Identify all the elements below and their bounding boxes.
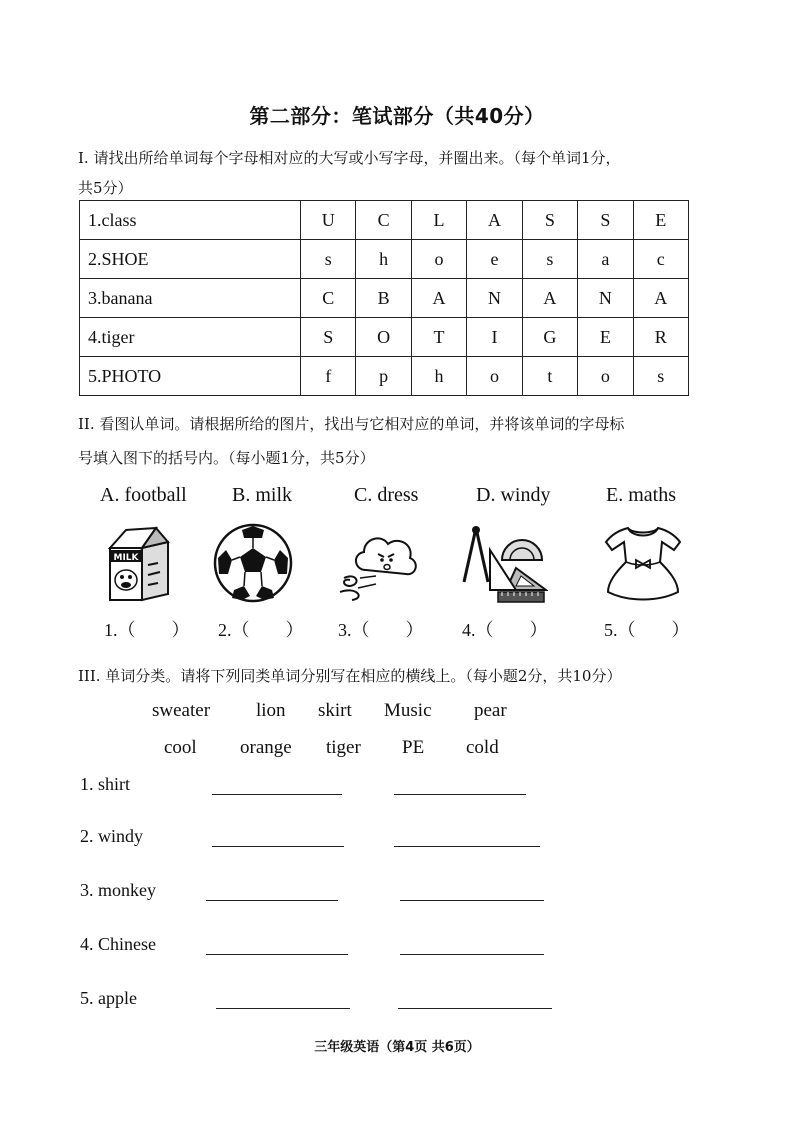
- grid-letter[interactable]: I: [467, 318, 522, 357]
- word-bank-item: tiger: [326, 737, 361, 758]
- grid-letter[interactable]: f: [301, 357, 356, 396]
- table-row: [80, 240, 689, 279]
- answer-blank-1[interactable]: 1.（ ）: [104, 620, 190, 640]
- grid-letter[interactable]: E: [633, 201, 688, 240]
- page-title: 第二部分：笔试部分（共40分）: [249, 104, 545, 128]
- answer-blank-3[interactable]: 3.（ ）: [338, 620, 424, 640]
- section3-instruction: III. 单词分类。请将下列同类单词分别写在相应的横线上。（每小题2分，共10分）: [78, 667, 622, 685]
- answer-line[interactable]: [394, 794, 526, 795]
- grid-letter[interactable]: N: [578, 279, 633, 318]
- word-bank-item: PE: [402, 737, 425, 758]
- grid-letter[interactable]: o: [411, 240, 466, 279]
- windy-cloud-picture: [336, 520, 426, 604]
- milk-carton-picture: [98, 520, 188, 604]
- word-bank-item: cold: [466, 737, 499, 758]
- grid-letter[interactable]: O: [356, 318, 411, 357]
- page-footer: 三年级英语（第4页 共6页）: [314, 1040, 480, 1055]
- answer-line[interactable]: [398, 1008, 552, 1009]
- word-bank-item: sweater: [152, 700, 211, 721]
- letter-grid-table: [79, 200, 689, 396]
- section1-instruction-line1: I. 请找出所给单词每个字母相对应的大写或小写字母，并圈出来。（每个单词1分，: [78, 149, 621, 167]
- grid-letter[interactable]: C: [301, 279, 356, 318]
- grid-letter[interactable]: p: [356, 357, 411, 396]
- grid-letter[interactable]: h: [411, 357, 466, 396]
- grid-letter[interactable]: s: [522, 240, 577, 279]
- category-question-2: 2. windy: [80, 826, 143, 846]
- word-bank-item: Music: [384, 700, 432, 721]
- grid-letter[interactable]: C: [356, 201, 411, 240]
- grid-letter[interactable]: B: [356, 279, 411, 318]
- option-d-windy: D. windy: [476, 484, 551, 506]
- table-row: [80, 318, 689, 357]
- grid-letter[interactable]: o: [467, 357, 522, 396]
- grid-letter[interactable]: S: [301, 318, 356, 357]
- grid-word: 3.banana: [80, 279, 301, 318]
- category-question-4: 4. Chinese: [80, 934, 156, 954]
- grid-letter[interactable]: a: [578, 240, 633, 279]
- answer-blank-5[interactable]: 5.（ ）: [604, 620, 690, 640]
- table-row: [80, 357, 689, 396]
- section2-instruction-line2: 号填入图下的括号内。（每小题1分，共5分）: [78, 449, 375, 467]
- grid-letter[interactable]: s: [633, 357, 688, 396]
- grid-word: 5.PHOTO: [80, 357, 301, 396]
- answer-line[interactable]: [212, 846, 344, 847]
- option-e-maths: E. maths: [606, 484, 676, 506]
- grid-word: 1.class: [80, 201, 301, 240]
- table-row: [80, 279, 689, 318]
- maths-tools-picture: [458, 520, 548, 604]
- grid-word: 4.tiger: [80, 318, 301, 357]
- word-bank-item: orange: [240, 737, 292, 758]
- answer-blank-2[interactable]: 2.（ ）: [218, 620, 304, 640]
- option-c-dress: C. dress: [354, 484, 419, 506]
- grid-letter[interactable]: e: [467, 240, 522, 279]
- grid-letter[interactable]: E: [578, 318, 633, 357]
- grid-letter[interactable]: A: [467, 201, 522, 240]
- answer-line[interactable]: [394, 846, 540, 847]
- section1-instruction-line2: 共5分）: [78, 179, 133, 197]
- word-bank-item: lion: [256, 700, 286, 721]
- grid-letter[interactable]: A: [522, 279, 577, 318]
- grid-letter[interactable]: h: [356, 240, 411, 279]
- answer-line[interactable]: [400, 954, 544, 955]
- football-picture: [208, 520, 298, 604]
- answer-line[interactable]: [400, 900, 544, 901]
- category-question-1: 1. shirt: [80, 774, 131, 794]
- word-bank-item: skirt: [318, 700, 352, 721]
- grid-letter[interactable]: G: [522, 318, 577, 357]
- grid-letter[interactable]: R: [633, 318, 688, 357]
- grid-letter[interactable]: S: [522, 201, 577, 240]
- category-question-5: 5. apple: [80, 988, 137, 1008]
- answer-line[interactable]: [206, 900, 338, 901]
- grid-word: 2.SHOE: [80, 240, 301, 279]
- grid-letter[interactable]: s: [301, 240, 356, 279]
- section2-instruction-line1: II. 看图认单词。请根据所给的图片，找出与它相对应的单词，并将该单词的字母标: [78, 415, 625, 433]
- grid-letter[interactable]: L: [411, 201, 466, 240]
- answer-line[interactable]: [212, 794, 342, 795]
- grid-letter[interactable]: U: [301, 201, 356, 240]
- grid-letter[interactable]: A: [633, 279, 688, 318]
- grid-letter[interactable]: T: [411, 318, 466, 357]
- word-bank-item: cool: [164, 737, 197, 758]
- answer-line[interactable]: [216, 1008, 350, 1009]
- answer-blank-4[interactable]: 4.（ ）: [462, 620, 548, 640]
- option-b-milk: B. milk: [232, 484, 293, 506]
- table-row: [80, 201, 689, 240]
- grid-letter[interactable]: c: [633, 240, 688, 279]
- dress-picture: [598, 520, 688, 604]
- grid-letter[interactable]: o: [578, 357, 633, 396]
- grid-letter[interactable]: N: [467, 279, 522, 318]
- grid-letter[interactable]: t: [522, 357, 577, 396]
- option-a-football: A. football: [100, 484, 187, 506]
- category-question-3: 3. monkey: [80, 880, 156, 900]
- grid-letter[interactable]: A: [411, 279, 466, 318]
- grid-letter[interactable]: S: [578, 201, 633, 240]
- milk-carton-label: MILK: [113, 553, 139, 563]
- word-bank-item: pear: [474, 700, 507, 721]
- answer-line[interactable]: [206, 954, 348, 955]
